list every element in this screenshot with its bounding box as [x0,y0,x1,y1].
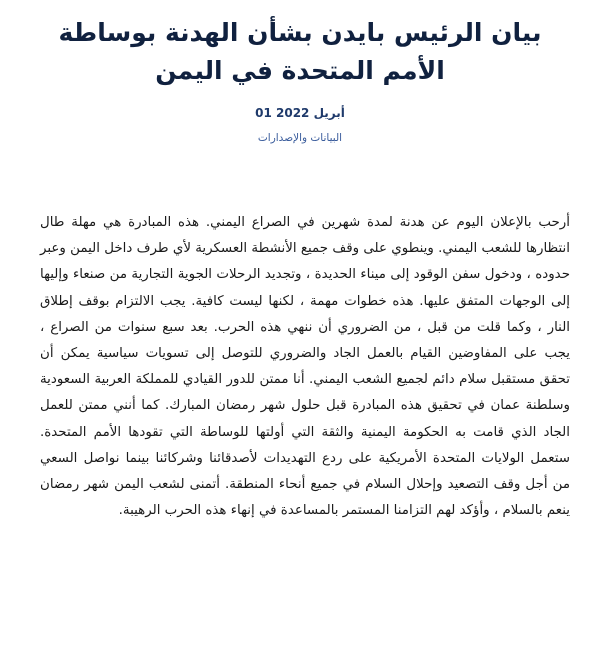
category-link[interactable]: البيانات والإصدارات [257,132,343,144]
page-title: بيان الرئيس بايدن بشأن الهدنة بوساطة الأمم المتحدة في اليمن [58,18,542,85]
statement-body: أرحب بالإعلان اليوم عن هدنة لمدة شهرين في الصراع اليمني. هذه المبادرة هي مهلة طال انتظارها للشعب اليمني. وينطوي على وقف جميع الأنشطة العسكرية لأي طرف داخل اليمن وعبر حدوده ، ودخول سفن الوقود إلى ميناء الحديدة ، وتجديد الرحلات الجوية التجارية من صنعاء وإليها إلى الوجهات المتفق عليها. هذه خطوات مهمة ، لكنها ليست كافية. يجب الالتزام بوقف إطلاق النار ، وكما قلت من قبل ، من الضروري أن ننهي هذه الحرب. بعد سبع سنوات من الصراع ، يجب على المفاوضين القيام بالعمل الجاد والضروري للتوصل إلى تسويات سياسية يمكن أن تحقق مستقبل سلام دائم لجميع الشعب اليمني. أنا ممتن للدور القيادي للمملكة العربية السعودية وسلطنة عمان في تحقيق هذه المبادرة قبل حلول شهر رمضان المبارك. كما أنني ممتن للعمل الجاد الذي قامت به الحكومة اليمنية والثقة التي أولتها للوساطة التي تقودها الأمم المتحدة. ستعمل الولايات المتحدة الأمريكية على ردع التهديدات لأصدقائنا وشركائنا بينما نواصل السعي من أجل وقف التصعيد وإحلال السلام في جميع أنحاء المنطقة. أتمنى لشعب اليمن شهر رمضان ينعم بالسلام ، وأؤكد لهم التزامنا المستمر بالمساعدة في إنهاء هذه الحرب الرهيبة. [40,215,570,519]
publish-date: أبريل 2022 01 [255,106,345,120]
